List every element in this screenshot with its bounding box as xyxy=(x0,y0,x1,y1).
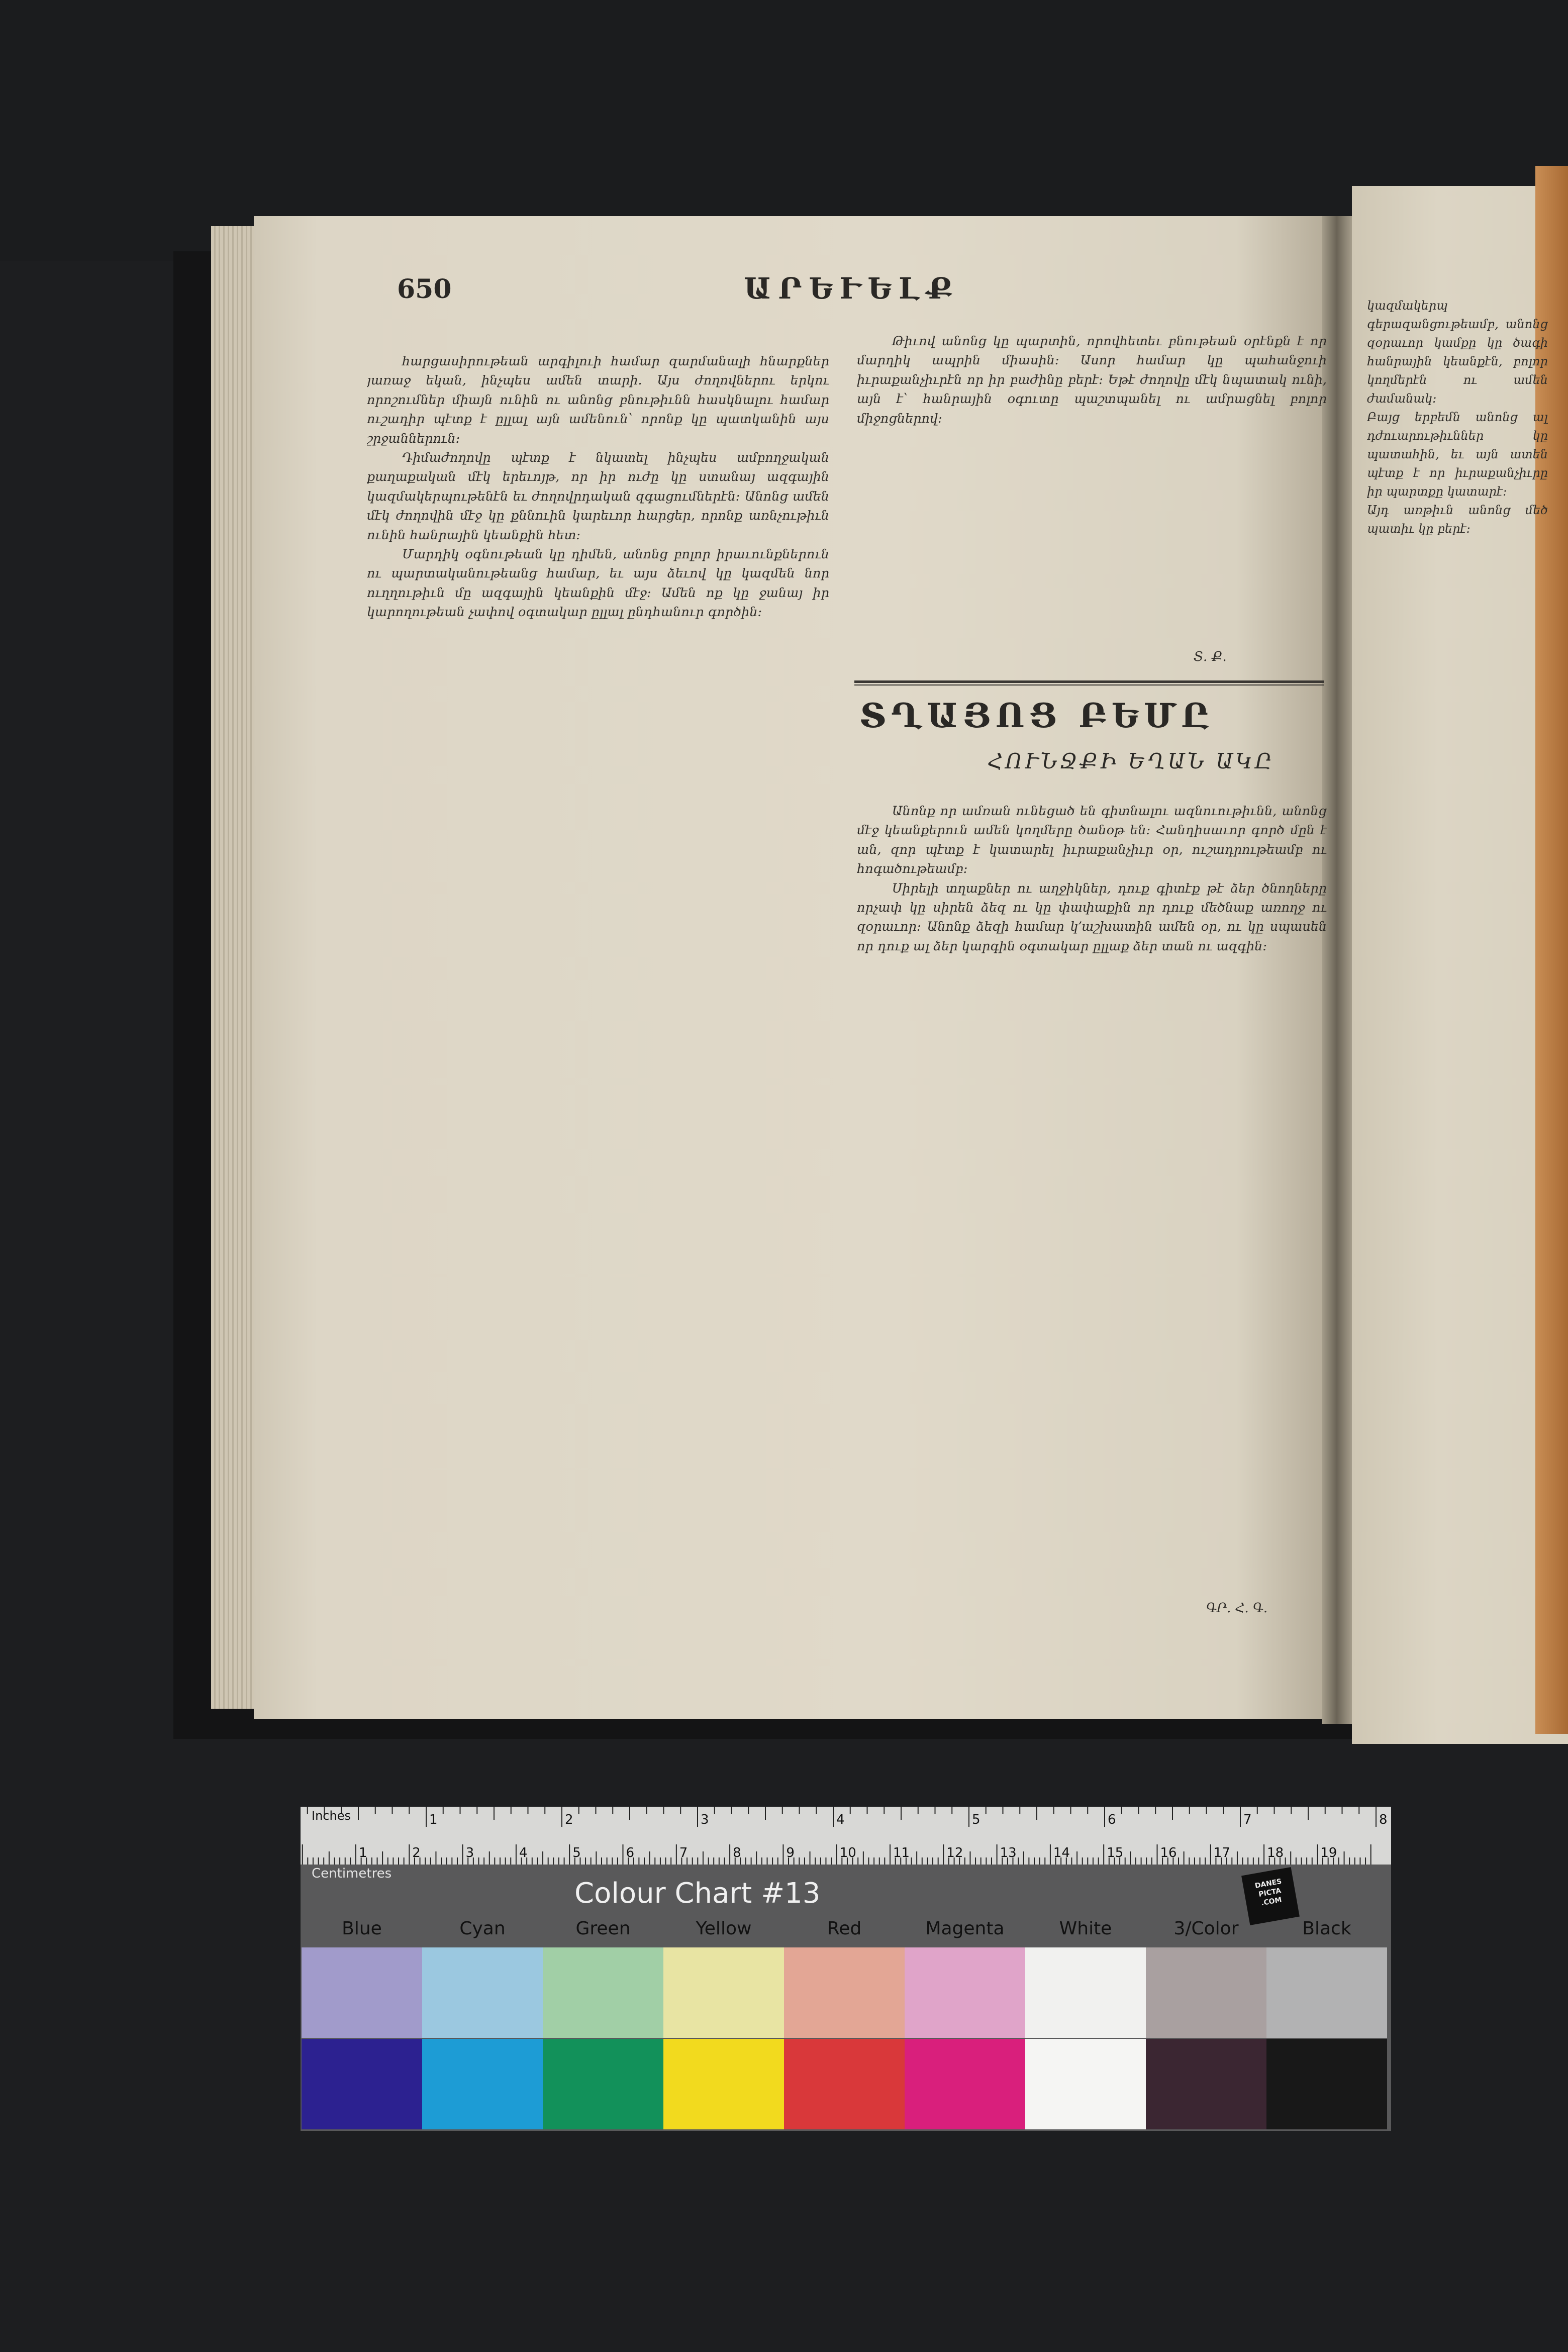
section-title: ՏՂԱՅՈՑ ԲԵՄԸ xyxy=(859,696,1214,735)
patch-labels xyxy=(301,1918,1391,1941)
cm-number: 9 xyxy=(786,1845,795,1860)
colour-patch-dark xyxy=(302,2039,422,2129)
patch-label: Red xyxy=(827,1918,862,1939)
signature: ԳՐ. Հ. Գ. xyxy=(1206,1601,1268,1616)
paragraph: Անոնք որ ամռան ունեցած են գիտնալու ազնուութիւնն, անոնց մէջ կեանքերուն ամեն կողմերը ծանօթ են։ Հանդիսաւոր գործ մըն է ան, զոր պէտք է կատարել իւրաքանչիւր օր, ուշադրութեամբ ու հոգածութեամբ։ xyxy=(857,804,1327,877)
paragraph: Բայց երբեմն անոնց ալ դժուարութիւններ կը պատահին, եւ այն ատեն պէտք է որ իւրաքանչիւրը իր պարտքը կատարէ։ xyxy=(1367,410,1548,499)
ruler-ticks xyxy=(301,1807,1391,1865)
colour-patch-light xyxy=(905,1947,1025,2038)
cm-number: 5 xyxy=(572,1845,581,1860)
cm-number: 4 xyxy=(519,1845,528,1860)
colour-chart xyxy=(301,1807,1391,2131)
patch-label: Yellow xyxy=(696,1918,752,1939)
colour-patch-light xyxy=(1146,1947,1266,2038)
page-number: 650 xyxy=(397,274,452,305)
patch-label: Cyan xyxy=(459,1918,506,1939)
patch-label: Black xyxy=(1302,1918,1351,1939)
paragraph: Այդ առթիւն անոնց մեծ պատիւ կը բերէ։ xyxy=(1367,503,1548,536)
patch-label: Magenta xyxy=(925,1918,1005,1939)
chart-title: Colour Chart #13 xyxy=(574,1877,821,1910)
section-divider-thin xyxy=(854,684,1324,685)
danes-picta-logo: DANES PICTA .COM xyxy=(1241,1867,1300,1925)
colour-patch-dark xyxy=(663,2039,784,2129)
cm-number: 1 xyxy=(359,1845,367,1860)
patch-label: 3/Color xyxy=(1173,1918,1239,1939)
colour-patch-light xyxy=(543,1947,663,2038)
colour-patch-light xyxy=(784,1947,905,2038)
colour-patch-light xyxy=(302,1947,422,2038)
cm-number: 19 xyxy=(1320,1845,1337,1860)
inch-number: 4 xyxy=(836,1812,845,1827)
inch-number: 5 xyxy=(972,1812,981,1827)
colour-patches xyxy=(301,1947,1391,2131)
colour-patch-dark xyxy=(905,2039,1025,2129)
colour-patch-light xyxy=(422,1947,543,2038)
inch-number: 2 xyxy=(565,1812,573,1827)
cm-number: 14 xyxy=(1053,1845,1070,1860)
colour-patch-light xyxy=(1025,1947,1146,2038)
cm-number: 17 xyxy=(1213,1845,1230,1860)
article-title: ՀՈՒՆՋՔԻ ԵՂԱՆ ԱԿԸ xyxy=(988,749,1275,773)
paragraph: Սիրելի տղաքներ ու աղջիկներ, դուք գիտէք թէ ձեր ծնողները որչափ կը սիրեն ձեզ ու կը փափաքին որ դուք մեծնաք առողջ ու զօրաւոր։ Անոնք ձեզի համար կ՚աշխատին ամեն օր, ու կը սպասեն որ դուք ալ ձեր կարգին օգտակար ըլլաք ձեր տան ու ազգին։ xyxy=(857,880,1327,954)
cm-number: 11 xyxy=(893,1845,910,1860)
cm-number: 2 xyxy=(412,1845,421,1860)
right-column-top-text xyxy=(857,332,1327,678)
patch-label: White xyxy=(1059,1918,1112,1939)
inch-number: 7 xyxy=(1243,1812,1252,1827)
inch-number: 1 xyxy=(429,1812,438,1827)
section-divider xyxy=(854,680,1324,683)
centimetres-label: Centimetres xyxy=(312,1866,392,1881)
colour-patch-light xyxy=(1266,1947,1387,2038)
paragraph: Դիմաժողովը պէտք է նկատել ինչպես ամբողջական քաղաքական մէկ երեւոյթ, որ իր ուժը կը ստանայ ազգային կազմակերպութենէն եւ ժողովրդական զգացումներէն։ Անոնց ամեն մէկ ժողովին մէջ կը քննուին կարեւոր հարցեր, որոնք առնչութիւն ունին հանրային կեանքին հետ։ xyxy=(367,450,829,543)
colour-patch-dark xyxy=(784,2039,905,2129)
colour-patch-dark xyxy=(1025,2039,1146,2129)
right-column-bottom-text xyxy=(857,802,1327,1596)
paragraph: կազմակերպ գերազանցութեամբ, անոնց զօրաւոր կամքը կը ծագի հանրային կեանքէն, բոլոր կողմերէն ու ամեն ժամանակ։ xyxy=(1367,299,1548,406)
cm-number: 12 xyxy=(946,1845,963,1860)
inch-number: 6 xyxy=(1108,1812,1116,1827)
paragraph: Թիւով անոնց կը պարտին, որովհետեւ բնութեան օրէնքն է որ մարդիկ ապրին միասին։ Ասոր համար կը պահանջուի իւրաքանչիւրէն որ իր բաժինը բերէ։ Եթէ ժողովը մէկ նպատակ ունի, այն է՝ հանրային օգուտը պաշտպանել ու ամրացնել բոլոր միջոցներով։ xyxy=(857,334,1327,426)
cm-number: 10 xyxy=(839,1845,856,1860)
colour-patch-dark xyxy=(1266,2039,1387,2129)
inch-number: 3 xyxy=(701,1812,709,1827)
colour-patch-dark xyxy=(1146,2039,1266,2129)
inches-label: Inches xyxy=(312,1809,351,1823)
cm-number: 13 xyxy=(1000,1845,1017,1860)
cm-number: 16 xyxy=(1160,1845,1177,1860)
patch-label: Green xyxy=(575,1918,631,1939)
patch-label: Blue xyxy=(342,1918,382,1939)
cm-number: 3 xyxy=(465,1845,474,1860)
colour-patch-light xyxy=(663,1947,784,2038)
cm-number: 6 xyxy=(626,1845,635,1860)
cm-number: 8 xyxy=(733,1845,741,1860)
paragraph: Մարդիկ օգնութեան կը դիմեն, անոնց բոլոր իրաւունքներուն ու պարտականութեանց համար, եւ այս ձեւով կը կազմեն նոր ուղղութիւն մը ազգային կեանքին մէջ։ Ամեն ոք կը ջանայ իր կարողութեան չափով օգտակար ըլլալ ընդհանուր գործին։ xyxy=(367,547,829,620)
cm-number: 7 xyxy=(679,1845,688,1860)
left-column-text xyxy=(367,352,829,1593)
inch-number: 8 xyxy=(1379,1812,1388,1827)
colour-patch-dark xyxy=(543,2039,663,2129)
cm-number: 18 xyxy=(1267,1845,1284,1860)
paragraph: հարցասիրութեան արգիլուի համար զարմանալի հնարքներ յառաջ եկան, ինչպես ամեն տարի. Այս ժողովներու երկու որոշումներ միայն ունին ու անոնց բնութիւնն հասկնալու համար ուշադիր պէտք է ըլլալ այն ամենուն՝ որոնք կը պատկանին այս շրջաններուն։ xyxy=(367,354,829,446)
colour-patch-dark xyxy=(422,2039,543,2129)
journal-title: ԱՐԵՒԵԼՔ xyxy=(744,271,960,306)
ruler xyxy=(301,1807,1391,1865)
facing-page-text xyxy=(1367,297,1548,1467)
cm-number: 15 xyxy=(1107,1845,1124,1860)
signature: Տ. Ք. xyxy=(1194,649,1227,664)
